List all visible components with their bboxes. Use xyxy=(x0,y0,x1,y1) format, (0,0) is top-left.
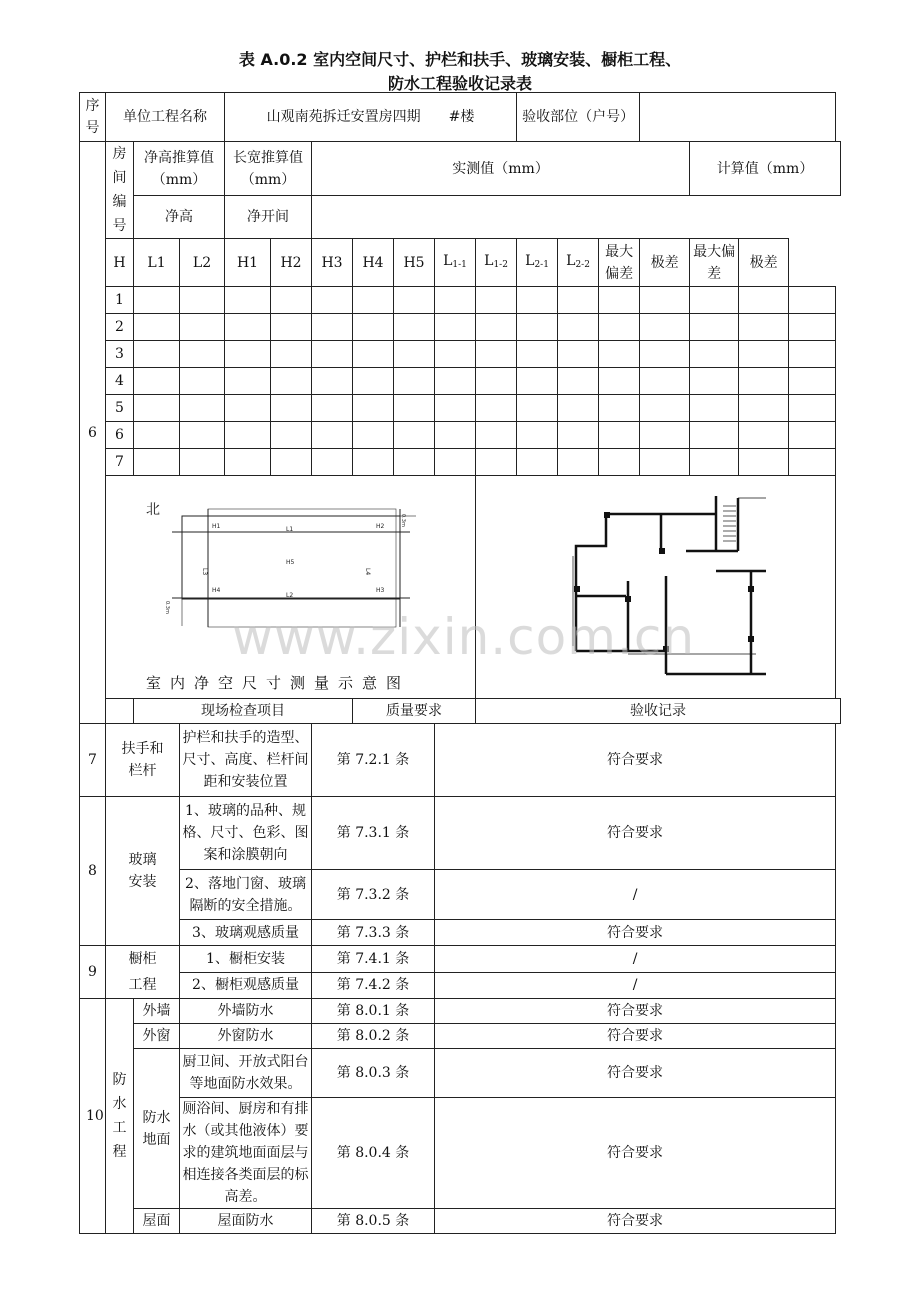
section10-req: 第 8.0.1 条 xyxy=(312,999,435,1024)
cell xyxy=(312,341,353,368)
cell xyxy=(180,395,225,422)
col-header-l2-1 xyxy=(517,239,558,287)
diagram-caption: 室内净空尺寸测量示意图 xyxy=(146,674,411,692)
cell xyxy=(476,395,517,422)
cell xyxy=(394,422,435,449)
cell xyxy=(134,314,180,341)
calc-values-header: 计算值（mm） xyxy=(690,142,841,196)
length-width-estimate-header: 长宽推算值（mm） xyxy=(225,142,312,196)
cell xyxy=(435,341,476,368)
cell xyxy=(353,341,394,368)
cell xyxy=(353,422,394,449)
form-title-line2: 防水工程验收记录表 xyxy=(387,74,532,93)
range-header-opening: 极差 xyxy=(739,239,789,287)
col-header-l1-1 xyxy=(435,239,476,287)
measure-row xyxy=(80,368,841,395)
cell xyxy=(271,287,312,314)
cell xyxy=(271,368,312,395)
net-opening-group-header: 净开间 xyxy=(225,196,312,239)
cell xyxy=(225,422,271,449)
cell xyxy=(435,314,476,341)
cell xyxy=(435,287,476,314)
section10-record: 符合要求 xyxy=(435,999,836,1024)
section10-record: 符合要求 xyxy=(435,1098,836,1209)
label-l4: L4 xyxy=(364,568,371,576)
room-number: 5 xyxy=(106,395,134,422)
cell xyxy=(640,341,690,368)
acceptance-record-header: 验收记录 xyxy=(476,699,841,724)
section10-record: 符合要求 xyxy=(435,1024,836,1049)
quality-req-header: 质量要求 xyxy=(353,699,476,724)
cell xyxy=(353,287,394,314)
part-label: 验收部位（户号） xyxy=(517,93,640,142)
cell xyxy=(353,368,394,395)
cell xyxy=(353,395,394,422)
cell xyxy=(599,368,640,395)
cell xyxy=(640,287,690,314)
cell xyxy=(476,368,517,395)
section10-record: 符合要求 xyxy=(435,1209,836,1234)
room-number: 6 xyxy=(106,422,134,449)
section10-req: 第 8.0.3 条 xyxy=(312,1049,435,1098)
cell xyxy=(739,422,789,449)
col-header-h: H xyxy=(106,239,134,287)
col-header-l2: L2 xyxy=(180,239,225,287)
cell xyxy=(690,341,739,368)
part-value xyxy=(640,93,836,142)
cell xyxy=(394,449,435,476)
section10-sub: 防水地面 xyxy=(134,1049,180,1209)
cell xyxy=(394,395,435,422)
cell xyxy=(476,341,517,368)
cell xyxy=(640,368,690,395)
cell xyxy=(517,287,558,314)
cell xyxy=(225,287,271,314)
cell xyxy=(134,395,180,422)
room-number: 3 xyxy=(106,341,134,368)
section9-name: 橱柜工程 xyxy=(106,946,180,999)
cell xyxy=(312,314,353,341)
section10-req: 第 8.0.5 条 xyxy=(312,1209,435,1234)
cell xyxy=(476,449,517,476)
cell xyxy=(312,287,353,314)
l-main: L xyxy=(566,252,576,269)
cell xyxy=(599,314,640,341)
cell xyxy=(640,422,690,449)
cell xyxy=(180,341,225,368)
section7-item: 护栏和扶手的造型、尺寸、高度、栏杆间距和安装位置 xyxy=(180,724,312,797)
cell xyxy=(394,368,435,395)
section9-item: 1、橱柜安装 xyxy=(180,946,312,973)
cell xyxy=(271,314,312,341)
col-header-h1: H1 xyxy=(225,239,271,287)
cell xyxy=(517,341,558,368)
col-header-l1: L1 xyxy=(134,239,180,287)
cell xyxy=(394,287,435,314)
cell xyxy=(599,287,640,314)
col-header-h2: H2 xyxy=(271,239,312,287)
cell xyxy=(599,341,640,368)
room-no-header: 房间编号 xyxy=(106,142,134,239)
cell xyxy=(225,341,271,368)
cell xyxy=(271,395,312,422)
col-header-h3: H3 xyxy=(312,239,353,287)
cell xyxy=(739,314,789,341)
cell xyxy=(225,314,271,341)
cell xyxy=(180,422,225,449)
cell xyxy=(789,287,836,314)
cell xyxy=(690,395,739,422)
cell xyxy=(690,314,739,341)
section10-item: 屋面防水 xyxy=(180,1209,312,1234)
section8-number: 8 xyxy=(80,797,106,946)
cell xyxy=(134,449,180,476)
cell xyxy=(690,422,739,449)
cell xyxy=(394,314,435,341)
cell xyxy=(225,395,271,422)
col-header-h4: H4 xyxy=(353,239,394,287)
cell xyxy=(739,449,789,476)
cell xyxy=(739,368,789,395)
cell xyxy=(180,314,225,341)
cell xyxy=(558,395,599,422)
cell xyxy=(435,395,476,422)
cell xyxy=(558,368,599,395)
blank-cell xyxy=(106,699,134,724)
cell xyxy=(134,422,180,449)
section10-sub: 外墙 xyxy=(134,999,180,1024)
measure-row xyxy=(80,314,841,341)
cell xyxy=(789,422,836,449)
column xyxy=(604,512,610,518)
dim-label-left: 0.3m xyxy=(164,601,170,614)
cell xyxy=(180,287,225,314)
cell xyxy=(312,368,353,395)
section10-sub: 屋面 xyxy=(134,1209,180,1234)
cell xyxy=(476,287,517,314)
cell xyxy=(435,449,476,476)
l-sub: 2-2 xyxy=(575,259,590,270)
cell xyxy=(517,422,558,449)
section8-item: 1、玻璃的品种、规格、尺寸、色彩、图案和涂膜朝向 xyxy=(180,797,312,870)
range-header-height: 极差 xyxy=(640,239,690,287)
cell xyxy=(789,341,836,368)
north-label: 北 xyxy=(146,502,160,518)
l-sub: 2-1 xyxy=(534,259,549,270)
seq-header: 序号 xyxy=(80,93,106,142)
cell xyxy=(640,395,690,422)
cell xyxy=(517,395,558,422)
cell xyxy=(134,341,180,368)
label-h1: H1 xyxy=(212,523,221,530)
cell xyxy=(789,314,836,341)
section8-record: 符合要求 xyxy=(435,797,836,870)
label-h5: H5 xyxy=(286,559,295,566)
l-sub: 1-2 xyxy=(493,259,508,270)
dim-label-top: 0.3m xyxy=(400,514,406,527)
cell xyxy=(739,287,789,314)
cell xyxy=(476,314,517,341)
section8-name: 玻璃安装 xyxy=(106,797,180,946)
unit-name-label: 单位工程名称 xyxy=(106,93,225,142)
cell xyxy=(134,287,180,314)
section10-record: 符合要求 xyxy=(435,1049,836,1098)
cell xyxy=(517,449,558,476)
l-main: L xyxy=(484,252,494,269)
cell xyxy=(312,449,353,476)
section7-req: 第 7.2.1 条 xyxy=(312,724,435,797)
section7-name: 扶手和栏杆 xyxy=(106,724,180,797)
label-h2: H2 xyxy=(376,523,385,530)
section8-record: / xyxy=(435,870,836,920)
label-h4: H4 xyxy=(212,587,221,594)
section9-req: 第 7.4.1 条 xyxy=(312,946,435,973)
cell xyxy=(558,449,599,476)
cell xyxy=(739,395,789,422)
cell xyxy=(312,395,353,422)
section8-item: 2、落地门窗、玻璃隔断的安全措施。 xyxy=(180,870,312,920)
room-number: 7 xyxy=(106,449,134,476)
cell xyxy=(271,341,312,368)
cell xyxy=(435,368,476,395)
unit-name-value: 山观南苑拆迁安置房四期 #楼 xyxy=(225,93,517,142)
section9-req: 第 7.4.2 条 xyxy=(312,972,435,999)
max-dev-header-height: 最大偏差 xyxy=(599,239,640,287)
cell xyxy=(271,422,312,449)
label-l2: L2 xyxy=(286,592,294,599)
col-header-l1-2 xyxy=(476,239,517,287)
cell xyxy=(353,449,394,476)
section10-req: 第 8.0.4 条 xyxy=(312,1098,435,1209)
section10-sub: 外窗 xyxy=(134,1024,180,1049)
max-dev-header-opening: 最大偏差 xyxy=(690,239,739,287)
cell xyxy=(599,422,640,449)
section9-item: 2、橱柜观感质量 xyxy=(180,972,312,999)
section8-item: 3、玻璃观感质量 xyxy=(180,920,312,946)
cell xyxy=(353,314,394,341)
measured-values-header: 实测值（mm） xyxy=(312,142,690,196)
cell xyxy=(180,368,225,395)
net-height-estimate-header: 净高推算值（mm） xyxy=(134,142,225,196)
cell xyxy=(558,422,599,449)
l-sub: 1-1 xyxy=(452,259,467,270)
section7-number: 7 xyxy=(80,724,106,797)
cell xyxy=(225,449,271,476)
room-number: 1 xyxy=(106,287,134,314)
room-number: 2 xyxy=(106,314,134,341)
label-l1: L1 xyxy=(286,526,294,533)
cell xyxy=(558,287,599,314)
cell xyxy=(312,422,353,449)
column xyxy=(748,636,754,642)
measure-row xyxy=(80,449,841,476)
l-main: L xyxy=(525,252,535,269)
section8-req: 第 7.3.2 条 xyxy=(312,870,435,920)
cell xyxy=(640,314,690,341)
section9-number: 9 xyxy=(80,946,106,999)
section6-number: 6 xyxy=(80,142,106,724)
section10-item: 厕浴间、厨房和有排水（或其他液体）要求的建筑地面面层与相连接各类面层的标高差。 xyxy=(180,1098,312,1209)
section10-name: 防水工程 xyxy=(106,999,134,1234)
cell xyxy=(599,449,640,476)
section10-item: 外窗防水 xyxy=(180,1024,312,1049)
section7-record: 符合要求 xyxy=(435,724,836,797)
column xyxy=(748,586,754,592)
form-title-line1: 表 A.0.2 室内空间尺寸、护栏和扶手、玻璃安装、橱柜工程、 xyxy=(238,50,682,69)
cell xyxy=(739,341,789,368)
section9-record: / xyxy=(435,946,836,973)
cell xyxy=(476,422,517,449)
cell xyxy=(690,368,739,395)
cell xyxy=(134,368,180,395)
column xyxy=(625,596,631,602)
cell xyxy=(690,449,739,476)
section10-item: 厨卫间、开放式阳台等地面防水效果。 xyxy=(180,1049,312,1098)
section8-record: 符合要求 xyxy=(435,920,836,946)
section10-number: 10 xyxy=(80,999,106,1234)
col-header-l2-2 xyxy=(558,239,599,287)
measure-row xyxy=(80,395,841,422)
measure-row xyxy=(80,287,841,314)
cell xyxy=(517,314,558,341)
cell xyxy=(558,314,599,341)
cell xyxy=(225,368,271,395)
label-l3: L3 xyxy=(201,568,208,576)
cell xyxy=(789,395,836,422)
section8-req: 第 7.3.3 条 xyxy=(312,920,435,946)
l-main: L xyxy=(443,252,453,269)
measure-row xyxy=(80,422,841,449)
cell xyxy=(789,449,836,476)
label-h3: H3 xyxy=(376,587,385,594)
watermark: www.zixin.com.cn xyxy=(232,608,696,666)
column xyxy=(574,586,580,592)
section8-req: 第 7.3.1 条 xyxy=(312,797,435,870)
measure-row xyxy=(80,341,841,368)
section9-record: / xyxy=(435,972,836,999)
cell xyxy=(435,422,476,449)
room-number: 4 xyxy=(106,368,134,395)
cell xyxy=(180,449,225,476)
check-item-header: 现场检查项目 xyxy=(134,699,353,724)
column xyxy=(659,548,665,554)
section10-item: 外墙防水 xyxy=(180,999,312,1024)
section10-req: 第 8.0.2 条 xyxy=(312,1024,435,1049)
cell xyxy=(271,449,312,476)
cell xyxy=(690,287,739,314)
cell xyxy=(640,449,690,476)
cell xyxy=(517,368,558,395)
cell xyxy=(394,341,435,368)
cell xyxy=(599,395,640,422)
col-header-h5: H5 xyxy=(394,239,435,287)
cell xyxy=(789,368,836,395)
net-height-group-header: 净高 xyxy=(134,196,225,239)
cell xyxy=(558,341,599,368)
